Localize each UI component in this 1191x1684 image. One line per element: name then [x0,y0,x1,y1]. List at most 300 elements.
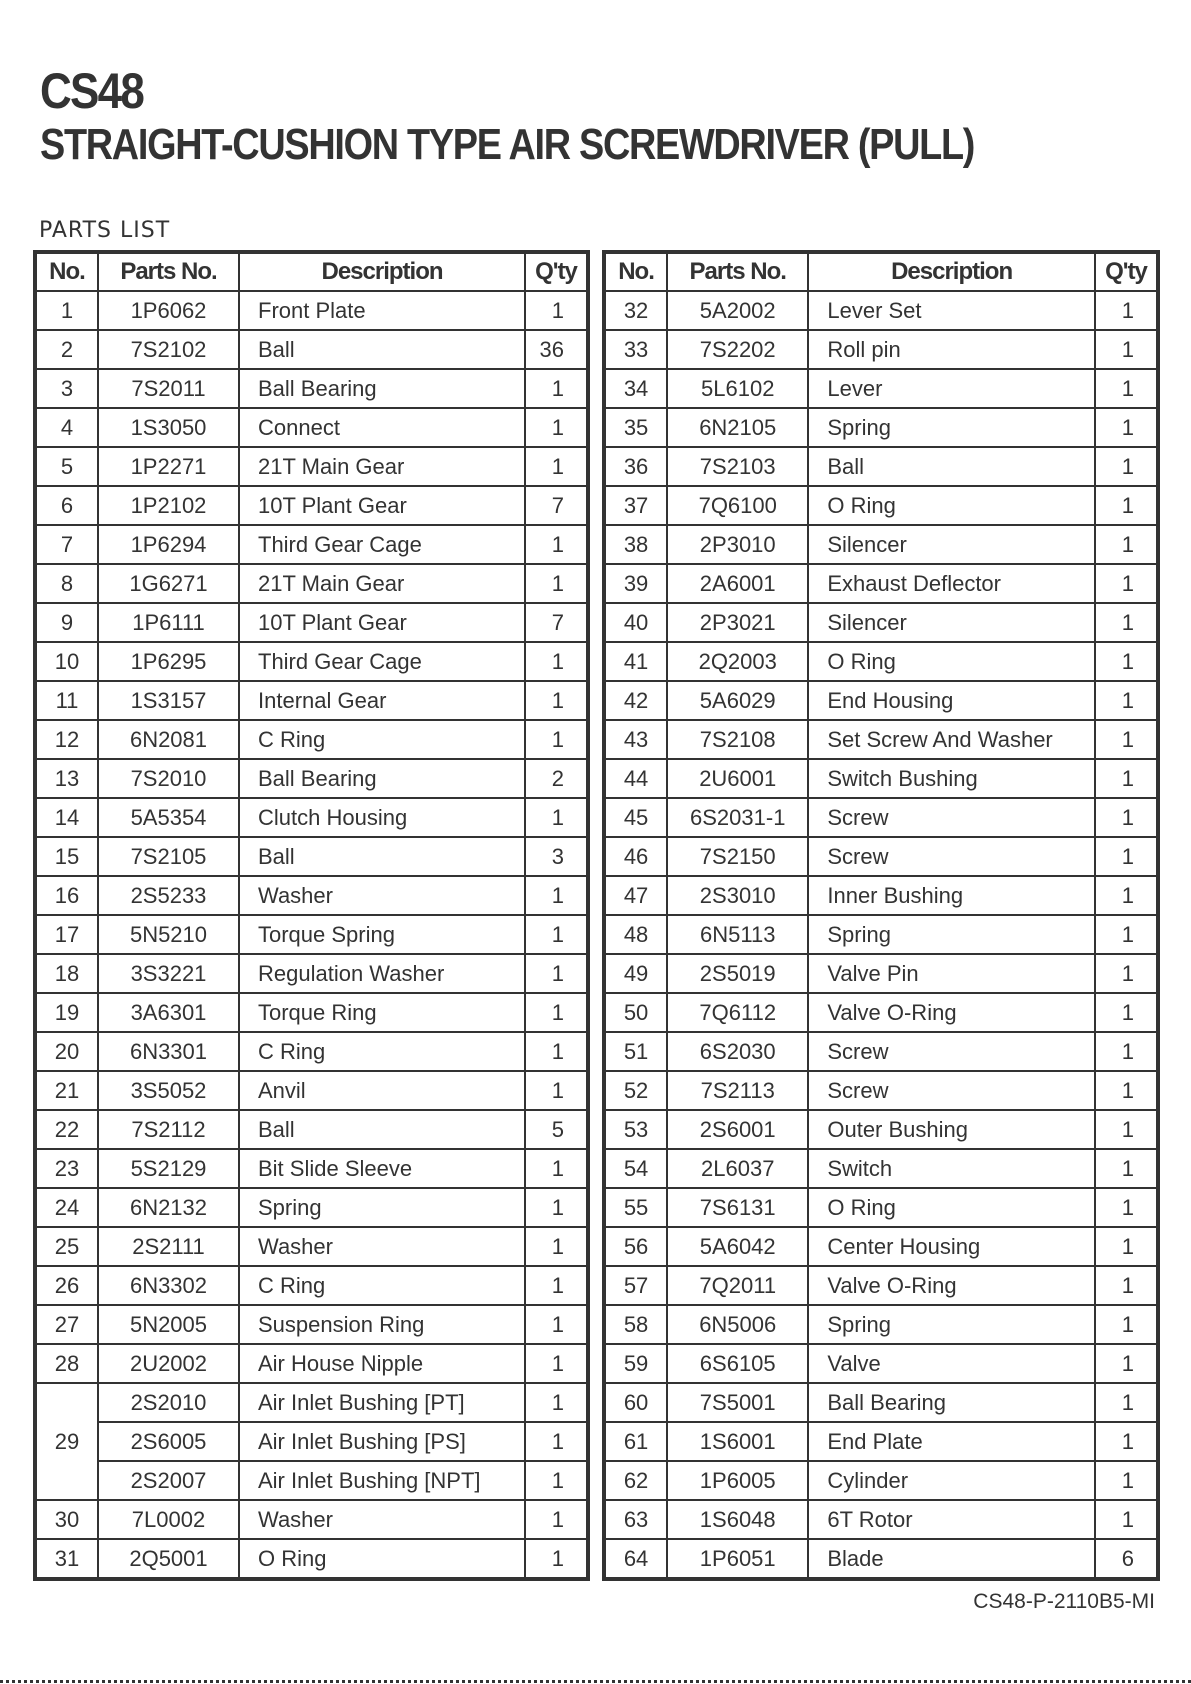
part-number: 1S3050 [98,408,239,447]
col-header-qty: Q'ty [1095,252,1158,291]
table-row [604,642,1158,681]
item-number: 27 [35,1305,98,1344]
part-quantity: 7 [525,603,588,642]
table-row [35,408,588,447]
part-quantity: 1 [1095,564,1158,603]
part-description: Screw [808,837,1095,876]
table-row [35,291,588,330]
part-number: 7Q6112 [667,993,808,1032]
part-quantity: 1 [1095,720,1158,759]
part-description: Air Inlet Bushing [NPT] [239,1461,525,1500]
table-row [35,1188,588,1227]
part-quantity: 1 [1095,1110,1158,1149]
item-number: 51 [604,1032,667,1071]
item-number: 57 [604,1266,667,1305]
part-number: 2Q5001 [98,1539,239,1579]
part-description: Exhaust Deflector [808,564,1095,603]
part-number: 2S2007 [98,1461,239,1500]
document-code: CS48-P-2110B5-MI [973,1590,1155,1613]
part-number: 7S2102 [98,330,239,369]
part-description: C Ring [239,1266,525,1305]
part-number: 7S5001 [667,1383,808,1422]
part-number: 2S5019 [667,954,808,993]
table-row [604,1500,1158,1539]
part-quantity: 1 [525,408,588,447]
part-description: Washer [239,1500,525,1539]
part-description: Torque Ring [239,993,525,1032]
item-number: 52 [604,1071,667,1110]
item-number: 13 [35,759,98,798]
part-number: 1P2271 [98,447,239,486]
part-quantity: 1 [1095,915,1158,954]
table-row [35,1110,588,1149]
part-description: Regulation Washer [239,954,525,993]
part-quantity: 1 [525,720,588,759]
page-title: STRAIGHT-CUSHION TYPE AIR SCREWDRIVER (PULL) [40,120,975,169]
part-description: Air Inlet Bushing [PS] [239,1422,525,1461]
part-number: 7S2112 [98,1110,239,1149]
part-description: Valve [808,1344,1095,1383]
table-row [35,603,588,642]
part-description: Ball [808,447,1095,486]
part-number: 1S6001 [667,1422,808,1461]
part-number: 1P6294 [98,525,239,564]
part-number: 2S3010 [667,876,808,915]
table-row [35,876,588,915]
part-number: 1G6271 [98,564,239,603]
parts-table-right [602,250,1160,1581]
table-row [604,993,1158,1032]
part-quantity: 1 [525,1227,588,1266]
table-row [35,486,588,525]
item-number: 39 [604,564,667,603]
part-number: 7S2103 [667,447,808,486]
item-number: 6 [35,486,98,525]
item-number: 1 [35,291,98,330]
table-row [604,1422,1158,1461]
item-number: 32 [604,291,667,330]
part-quantity: 1 [1095,1266,1158,1305]
part-number: 1S3157 [98,681,239,720]
part-description: Valve O-Ring [808,993,1095,1032]
part-number: 1P6295 [98,642,239,681]
part-quantity: 1 [525,1071,588,1110]
part-quantity: 7 [525,486,588,525]
table-row [35,798,588,837]
table-row [35,681,588,720]
part-description: Spring [239,1188,525,1227]
table-row [604,915,1158,954]
item-number: 47 [604,876,667,915]
part-description: O Ring [808,1188,1095,1227]
part-quantity: 1 [525,1305,588,1344]
table-row [35,369,588,408]
part-quantity: 1 [1095,330,1158,369]
part-quantity: 1 [1095,1383,1158,1422]
part-description: Third Gear Cage [239,642,525,681]
table-row [35,564,588,603]
part-number: 5S2129 [98,1149,239,1188]
part-quantity: 1 [525,954,588,993]
item-number: 20 [35,1032,98,1071]
part-quantity: 1 [525,1032,588,1071]
item-number: 14 [35,798,98,837]
part-description: Connect [239,408,525,447]
table-row [35,1422,588,1461]
part-description: Ball [239,330,525,369]
item-number: 50 [604,993,667,1032]
item-number: 42 [604,681,667,720]
part-number: 2S2111 [98,1227,239,1266]
part-description: 10T Plant Gear [239,486,525,525]
table-row [604,1383,1158,1422]
part-description: 6T Rotor [808,1500,1095,1539]
table-row [604,759,1158,798]
part-quantity: 1 [525,915,588,954]
table-row [35,759,588,798]
item-number: 44 [604,759,667,798]
part-description: Ball [239,1110,525,1149]
part-number: 5L6102 [667,369,808,408]
item-number: 26 [35,1266,98,1305]
part-description: Lever Set [808,291,1095,330]
part-quantity: 1 [525,1461,588,1500]
part-quantity: 1 [1095,1344,1158,1383]
part-number: 7S2010 [98,759,239,798]
part-quantity: 1 [1095,1071,1158,1110]
part-number: 1S6048 [667,1500,808,1539]
item-number: 16 [35,876,98,915]
section-heading: PARTS LIST [39,218,171,243]
part-description: Air House Nipple [239,1344,525,1383]
item-number: 53 [604,1110,667,1149]
part-description: Switch Bushing [808,759,1095,798]
item-number: 22 [35,1110,98,1149]
table-row [604,291,1158,330]
part-number: 2S5233 [98,876,239,915]
part-quantity: 1 [525,1344,588,1383]
table-row [604,486,1158,525]
table-row [35,837,588,876]
part-number: 3A6301 [98,993,239,1032]
part-number: 1P2102 [98,486,239,525]
part-description: Silencer [808,525,1095,564]
part-number: 2A6001 [667,564,808,603]
table-row [604,1110,1158,1149]
item-number: 63 [604,1500,667,1539]
part-description: Anvil [239,1071,525,1110]
table-row [35,330,588,369]
part-number: 2Q2003 [667,642,808,681]
part-number: 7Q6100 [667,486,808,525]
part-description: Spring [808,1305,1095,1344]
part-description: Internal Gear [239,681,525,720]
part-number: 5A6029 [667,681,808,720]
part-number: 7S6131 [667,1188,808,1227]
item-number: 43 [604,720,667,759]
table-row [35,993,588,1032]
part-description: Third Gear Cage [239,525,525,564]
item-number: 24 [35,1188,98,1227]
part-quantity: 1 [525,1266,588,1305]
part-description: 21T Main Gear [239,447,525,486]
part-quantity: 1 [1095,408,1158,447]
table-row [604,1188,1158,1227]
item-number: 5 [35,447,98,486]
item-number: 15 [35,837,98,876]
item-number: 37 [604,486,667,525]
part-quantity: 1 [1095,525,1158,564]
item-number: 10 [35,642,98,681]
part-quantity: 1 [1095,603,1158,642]
table-row [35,447,588,486]
part-quantity: 1 [1095,798,1158,837]
part-number: 7S2202 [667,330,808,369]
part-description: Screw [808,1032,1095,1071]
table-row [604,798,1158,837]
part-number: 5A2002 [667,291,808,330]
part-quantity: 1 [525,1500,588,1539]
table-header-row [604,252,1158,291]
table-row [604,1305,1158,1344]
item-number: 54 [604,1149,667,1188]
part-number: 2S6005 [98,1422,239,1461]
table-row [604,408,1158,447]
part-description: Ball Bearing [239,759,525,798]
part-number: 7S2108 [667,720,808,759]
part-number: 7Q2011 [667,1266,808,1305]
part-number: 1P6005 [667,1461,808,1500]
item-number: 40 [604,603,667,642]
part-quantity: 1 [525,1383,588,1422]
part-quantity: 1 [1095,291,1158,330]
part-number: 6N5113 [667,915,808,954]
part-number: 6S2030 [667,1032,808,1071]
item-number: 28 [35,1344,98,1383]
item-number: 19 [35,993,98,1032]
part-description: Washer [239,876,525,915]
table-row [604,369,1158,408]
table-row [35,1032,588,1071]
part-number: 6S2031-1 [667,798,808,837]
part-description: Suspension Ring [239,1305,525,1344]
part-quantity: 1 [1095,759,1158,798]
part-quantity: 3 [525,837,588,876]
table-row [35,1227,588,1266]
part-description: O Ring [808,642,1095,681]
part-number: 6N2081 [98,720,239,759]
part-description: End Plate [808,1422,1095,1461]
col-header-qty: Q'ty [525,252,588,291]
item-number: 48 [604,915,667,954]
table-row [35,1266,588,1305]
part-number: 5N2005 [98,1305,239,1344]
table-row [35,1149,588,1188]
item-number: 36 [604,447,667,486]
part-quantity: 1 [1095,681,1158,720]
part-description: Ball Bearing [808,1383,1095,1422]
item-number: 55 [604,1188,667,1227]
part-quantity: 1 [1095,1422,1158,1461]
model-number: CS48 [40,63,144,119]
table-row [35,1344,588,1383]
table-row [35,954,588,993]
item-number: 3 [35,369,98,408]
col-header-no: No. [35,252,98,291]
part-number: 6N3301 [98,1032,239,1071]
part-quantity: 36 [525,330,588,369]
part-quantity: 6 [1095,1539,1158,1579]
part-description: Switch [808,1149,1095,1188]
part-number: 2P3010 [667,525,808,564]
item-number: 60 [604,1383,667,1422]
part-quantity: 1 [525,369,588,408]
part-description: 21T Main Gear [239,564,525,603]
part-quantity: 1 [1095,837,1158,876]
item-number: 46 [604,837,667,876]
table-row [604,681,1158,720]
part-description: Valve Pin [808,954,1095,993]
part-number: 1P6111 [98,603,239,642]
table-row [604,1032,1158,1071]
part-description: Lever [808,369,1095,408]
part-description: C Ring [239,720,525,759]
part-description: Spring [808,915,1095,954]
table-row [604,1227,1158,1266]
part-quantity: 1 [1095,369,1158,408]
part-description: Cylinder [808,1461,1095,1500]
part-quantity: 1 [1095,1227,1158,1266]
part-quantity: 1 [1095,876,1158,915]
part-quantity: 1 [1095,1188,1158,1227]
part-description: Ball [239,837,525,876]
parts-table-left [33,250,590,1581]
part-number: 6N5006 [667,1305,808,1344]
part-description: Torque Spring [239,915,525,954]
part-quantity: 1 [1095,1149,1158,1188]
table-row [604,1461,1158,1500]
table-row [35,1305,588,1344]
table-row [604,876,1158,915]
table-row [604,1344,1158,1383]
part-description: Washer [239,1227,525,1266]
part-number: 6N3302 [98,1266,239,1305]
col-header-no: No. [604,252,667,291]
table-row [604,1149,1158,1188]
part-quantity: 1 [525,876,588,915]
item-number: 56 [604,1227,667,1266]
part-number: 7L0002 [98,1500,239,1539]
part-number: 1P6062 [98,291,239,330]
item-number: 2 [35,330,98,369]
part-description: Bit Slide Sleeve [239,1149,525,1188]
item-number: 34 [604,369,667,408]
part-description: Front Plate [239,291,525,330]
part-number: 3S5052 [98,1071,239,1110]
table-row [604,447,1158,486]
item-number: 7 [35,525,98,564]
item-number: 33 [604,330,667,369]
table-row [35,915,588,954]
part-number: 7S2011 [98,369,239,408]
part-description: Clutch Housing [239,798,525,837]
part-description: Valve O-Ring [808,1266,1095,1305]
part-number: 2U6001 [667,759,808,798]
part-quantity: 1 [525,681,588,720]
col-header-parts-no: Parts No. [667,252,808,291]
part-quantity: 1 [525,1188,588,1227]
item-number: 41 [604,642,667,681]
part-quantity: 1 [1095,642,1158,681]
part-description: Outer Bushing [808,1110,1095,1149]
part-description: O Ring [239,1539,525,1579]
part-quantity: 1 [525,798,588,837]
part-number: 2L6037 [667,1149,808,1188]
part-number: 2S6001 [667,1110,808,1149]
part-description: End Housing [808,681,1095,720]
part-description: 10T Plant Gear [239,603,525,642]
part-quantity: 1 [1095,1500,1158,1539]
col-header-parts-no: Parts No. [98,252,239,291]
table-row [604,603,1158,642]
part-quantity: 1 [1095,447,1158,486]
part-quantity: 1 [525,291,588,330]
table-row [604,954,1158,993]
item-number: 59 [604,1344,667,1383]
item-number: 4 [35,408,98,447]
part-quantity: 1 [525,447,588,486]
item-number: 49 [604,954,667,993]
item-number: 62 [604,1461,667,1500]
part-number: 7S2105 [98,837,239,876]
table-row [35,720,588,759]
part-number: 5N5210 [98,915,239,954]
item-number: 38 [604,525,667,564]
item-number: 31 [35,1539,98,1579]
part-number: 3S3221 [98,954,239,993]
col-header-description: Description [239,252,525,291]
table-row [604,720,1158,759]
table-row [604,1266,1158,1305]
item-number: 8 [35,564,98,603]
item-number: 30 [35,1500,98,1539]
part-description: O Ring [808,486,1095,525]
item-number: 64 [604,1539,667,1579]
part-description: Center Housing [808,1227,1095,1266]
part-quantity: 1 [1095,486,1158,525]
part-quantity: 2 [525,759,588,798]
col-header-description: Description [808,252,1095,291]
item-number: 35 [604,408,667,447]
part-number: 1P6051 [667,1539,808,1579]
part-description: Ball Bearing [239,369,525,408]
part-number: 6N2132 [98,1188,239,1227]
part-number: 6S6105 [667,1344,808,1383]
part-quantity: 1 [525,1539,588,1579]
part-description: Inner Bushing [808,876,1095,915]
part-description: Air Inlet Bushing [PT] [239,1383,525,1422]
page-bottom-divider [0,1680,1191,1683]
part-number: 2P3021 [667,603,808,642]
item-number: 21 [35,1071,98,1110]
part-description: Spring [808,408,1095,447]
part-number: 7S2150 [667,837,808,876]
part-quantity: 1 [1095,954,1158,993]
table-row [35,1461,588,1500]
table-row [35,642,588,681]
table-row [604,1539,1158,1579]
item-number: 23 [35,1149,98,1188]
